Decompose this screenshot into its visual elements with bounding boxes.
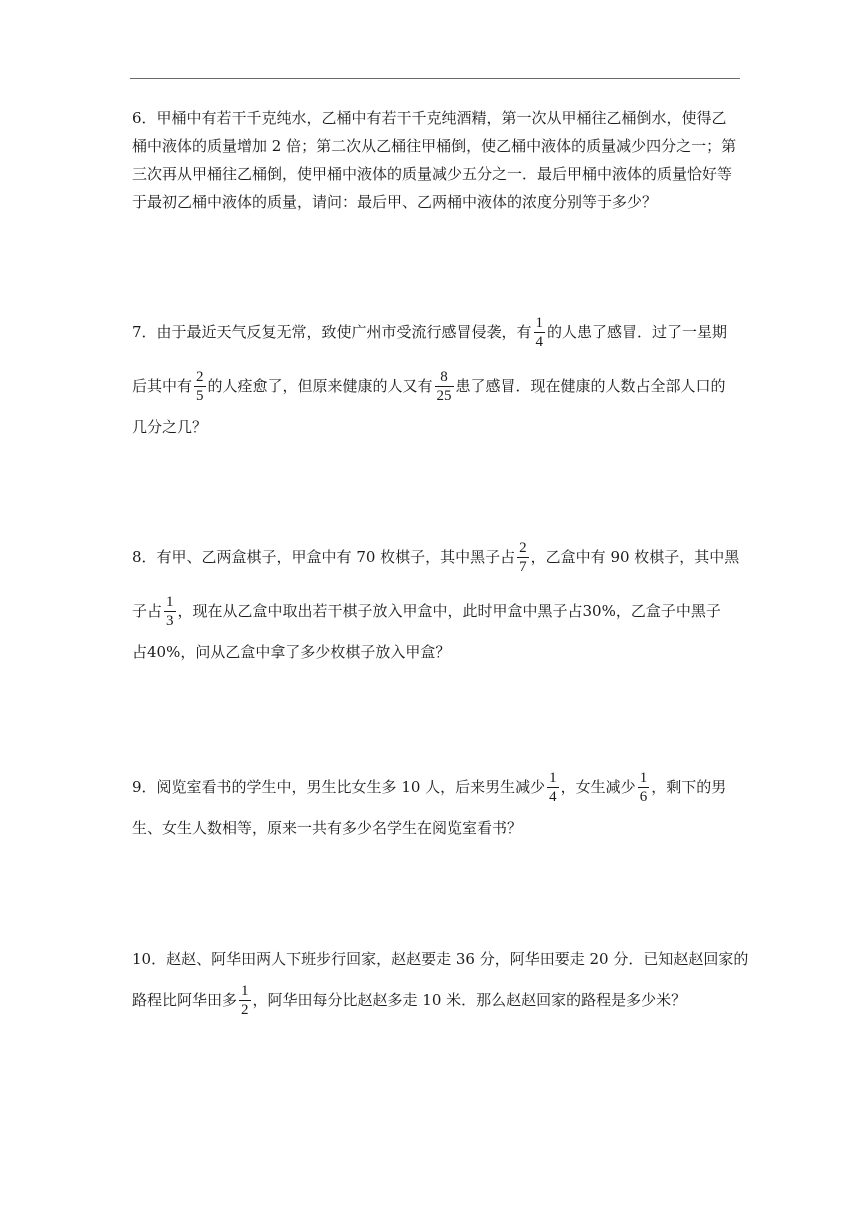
fraction-denominator: 25 bbox=[436, 388, 452, 404]
fraction-numerator: 1 bbox=[535, 315, 544, 331]
fraction-numerator: 1 bbox=[166, 594, 174, 610]
problem-9-text: ，女生减少 bbox=[560, 778, 636, 796]
fraction-denominator: 4 bbox=[535, 334, 544, 350]
header-rule bbox=[130, 78, 740, 79]
problem-7-text: 的人痊愈了，但原来健康的人又有 bbox=[207, 377, 433, 395]
fraction bbox=[164, 595, 176, 629]
fraction-denominator: 6 bbox=[639, 789, 648, 805]
problem-10 bbox=[132, 945, 749, 1027]
fraction-numerator: 8 bbox=[435, 370, 454, 387]
problem-7-line-3: 几分之几？ bbox=[132, 418, 208, 436]
problem-8-line-1 bbox=[132, 530, 742, 584]
fraction-denominator: 5 bbox=[196, 388, 204, 404]
fraction-denominator: 7 bbox=[519, 559, 527, 575]
fraction bbox=[547, 771, 559, 805]
problem-10-text: ，阿华田每分比赵赵多走 10 米．那么赵赵回家的路程是多少米？ bbox=[252, 991, 687, 1009]
problem-6-line: 桶中液体的质量增加 2 倍；第二次从乙桶往甲桶倒，使乙桶中液体的质量减少四分之一；第 bbox=[132, 137, 737, 155]
problem-7-line-2 bbox=[132, 359, 742, 413]
problem-9 bbox=[132, 760, 742, 842]
problem-6 bbox=[132, 104, 742, 216]
problem-8-text: 子占 bbox=[132, 602, 163, 620]
problem-8 bbox=[132, 530, 742, 666]
problem-7-text: 后其中有 bbox=[132, 377, 193, 395]
problem-10-line-2 bbox=[132, 973, 742, 1027]
problem-10-text: 路程比阿华田多 bbox=[132, 991, 238, 1009]
problem-6-line: 于最初乙桶中液体的质量，请问：最后甲、乙两桶中液体的浓度分别等于多少？ bbox=[132, 193, 658, 211]
fraction bbox=[239, 984, 251, 1018]
fraction-numerator: 2 bbox=[519, 540, 527, 556]
problem-7 bbox=[132, 305, 742, 441]
problem-8-text: ，乙盒中有 90 枚棋子，其中黑 bbox=[530, 548, 740, 566]
problem-7-text: 7．由于最近天气反复无常，致使广州市受流行感冒侵袭，有 bbox=[132, 323, 532, 341]
problem-9-text: ，剩下的男 bbox=[651, 778, 727, 796]
problem-8-line-2 bbox=[132, 584, 742, 638]
fraction bbox=[517, 541, 529, 575]
fraction bbox=[435, 370, 454, 404]
problem-8-text: ，现在从乙盒中取出若干棋子放入甲盒中，此时甲盒中黑子占30%，乙盒子中黑子 bbox=[177, 602, 721, 620]
fraction-numerator: 1 bbox=[639, 770, 648, 786]
problem-8-text: 8．有甲、乙两盒棋子，甲盒中有 70 枚棋子，其中黑子占 bbox=[132, 548, 516, 566]
problem-9-line-1 bbox=[132, 760, 742, 814]
fraction-denominator: 3 bbox=[166, 613, 174, 629]
problem-7-text: 的人患了感冒．过了一星期 bbox=[547, 323, 728, 341]
fraction bbox=[534, 316, 546, 350]
fraction-numerator: 1 bbox=[241, 983, 249, 999]
problem-9-line-2: 生、女生人数相等，原来一共有多少名学生在阅览室看书？ bbox=[132, 819, 523, 837]
fraction bbox=[638, 771, 650, 805]
problem-7-line-1 bbox=[132, 305, 742, 359]
problem-10-line-1: 10．赵赵、阿华田两人下班步行回家，赵赵要走 36 分，阿华田要走 20 分．已知赵赵回家的 bbox=[132, 950, 749, 968]
fraction-numerator: 2 bbox=[196, 369, 204, 385]
problem-7-text: 患了感冒．现在健康的人数占全部人口的 bbox=[455, 377, 726, 395]
problem-6-line: 三次再从甲桶往乙桶倒，使甲桶中液体的质量减少五分之一．最后甲桶中液体的质量恰好等 bbox=[132, 165, 733, 183]
fraction-denominator: 2 bbox=[241, 1002, 249, 1018]
problem-8-line-3: 占40%，问从乙盒中拿了多少枚棋子放入甲盒？ bbox=[132, 643, 451, 661]
fraction-denominator: 4 bbox=[549, 789, 557, 805]
problem-6-line: 6．甲桶中有若干千克纯水，乙桶中有若干千克纯酒精，第一次从甲桶往乙桶倒水，使得乙 bbox=[132, 109, 727, 127]
problem-9-text: 9．阅览室看书的学生中，男生比女生多 10 人，后来男生减少 bbox=[132, 778, 546, 796]
fraction bbox=[194, 370, 206, 404]
fraction-numerator: 1 bbox=[549, 770, 557, 786]
